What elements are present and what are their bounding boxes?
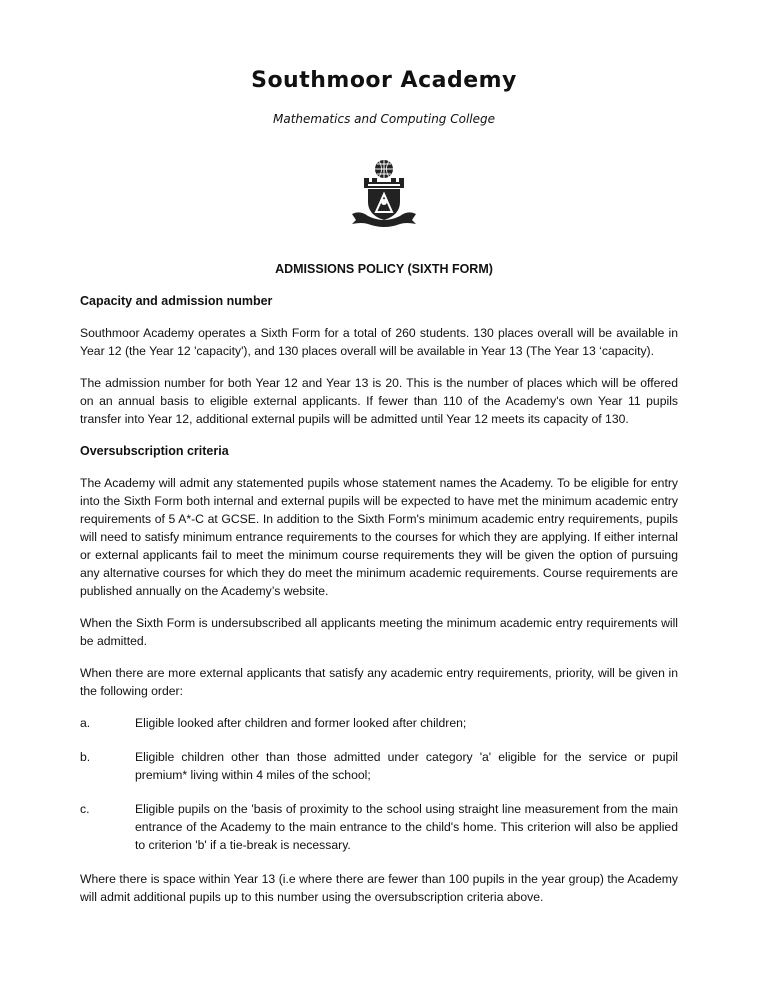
paragraph: The Academy will admit any statemented pupils whose statement names the Academy. To be eligible for entry into the Sixth Form both internal and external pupils will be expected to have met the minimum academic entry requirements of 5 A*-C at GCSE. In addition to the Sixth Form's minimum academic entry requirements, pupils will need to satisfy minimum entrance requirements to the courses for which they are applying. If either internal or external applicants fail to meet the minimum course requirements they will be given the option of pursuing any alternative courses for which they do meet the minimum academic requirements. Course requirements are published annually on the Academy’s website.: [80, 476, 678, 598]
section-heading-oversubscription: Oversubscription criteria: [80, 444, 229, 458]
paragraph: Where there is space within Year 13 (i.e where there are fewer than 100 pupils in the year group) the Academy will admit additional pupils up to this number using the oversubscription criteria above.: [80, 872, 678, 904]
document-title: ADMISSIONS POLICY (SIXTH FORM): [275, 262, 493, 276]
paragraph: The admission number for both Year 12 and Year 13 is 20. This is the number of places which will be offered on an annual basis to eligible external applicants. If fewer than 110 of the Academy's own Year 11 pupils transfer into Year 12, additional external pupils will be admitted until Year 12 meets its capacity of 130.: [80, 376, 678, 426]
school-subtitle: Mathematics and Computing College: [272, 112, 496, 126]
list-item: [80, 714, 678, 732]
paragraph: When there are more external applicants that satisfy any academic entry requirements, priority, will be given in the following order:: [80, 666, 678, 698]
school-name: Southmoor Academy: [251, 68, 517, 93]
list-item-text: Eligible children other than those admitted under category 'a' eligible for the service or pupil premium* living within 4 miles of the school;: [135, 750, 678, 782]
list-item-letter: b.: [80, 750, 91, 764]
document-body: [80, 292, 678, 920]
list-item: [80, 748, 678, 784]
section-heading-capacity: Capacity and admission number: [80, 294, 273, 308]
list-item-text: Eligible looked after children and former looked after children;: [135, 716, 467, 730]
criteria-list: [80, 714, 678, 854]
list-item-letter: a.: [80, 716, 91, 730]
paragraph: Southmoor Academy operates a Sixth Form for a total of 260 students. 130 places overall will be available in Year 12 (the Year 12 'capacity'), and 130 places overall will be available in Year 13 (The Year 13 ‘capacity).: [80, 326, 678, 358]
list-item-letter: c.: [80, 802, 90, 816]
list-item-text: Eligible pupils on the 'basis of proximity to the school using straight line measurement from the main entrance of the Academy to the main entrance to the child's home. This criterion will also be applied to criterion 'b' if a tie-break is necessary.: [135, 802, 678, 852]
school-crest-icon: [346, 158, 422, 228]
paragraph: When the Sixth Form is undersubscribed all applicants meeting the minimum academic entry requirements will be admitted.: [80, 616, 678, 648]
list-item: [80, 800, 678, 854]
